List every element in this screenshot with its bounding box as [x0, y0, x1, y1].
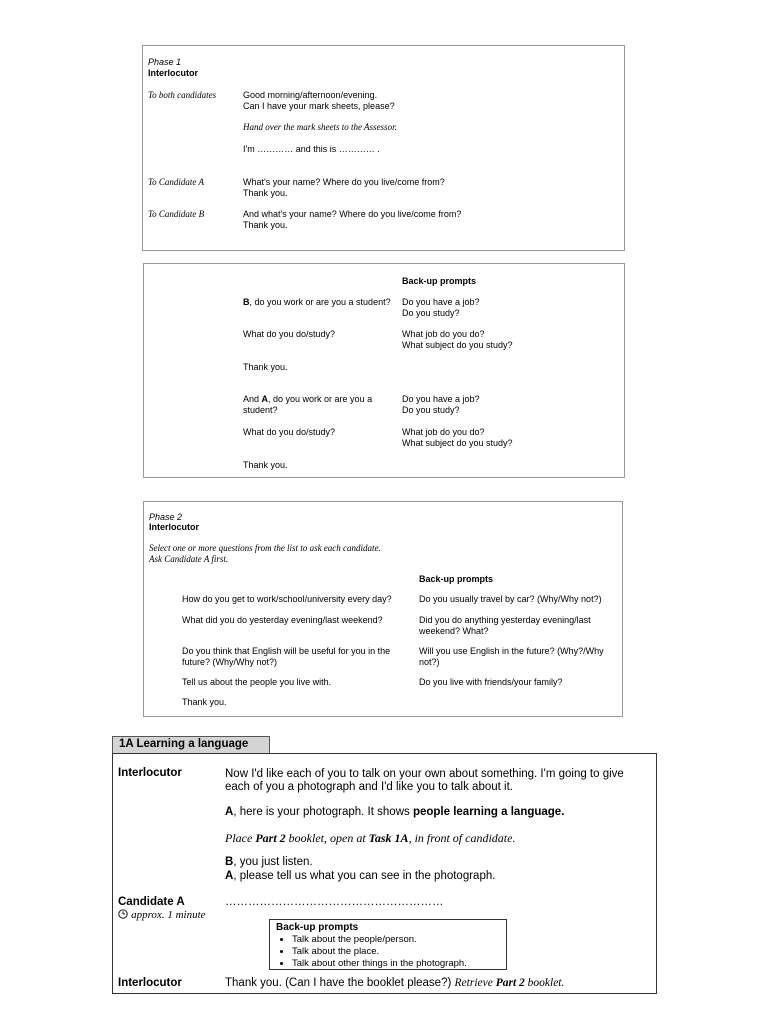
backup-list	[276, 934, 500, 970]
task-tab: 1A Learning a language	[112, 736, 270, 754]
closing-text: Thank you. (Can I have the booklet please?)	[225, 977, 455, 989]
listen-text: , you just listen.	[233, 856, 313, 868]
listen-text: , please tell us what you can see in the photograph.	[233, 870, 496, 882]
task1a-candidate-label: Candidate A	[118, 896, 185, 908]
box2-question: What do you do/study?	[243, 427, 336, 437]
box2-question	[243, 297, 391, 308]
approx-text: approx. 1 minute	[131, 909, 206, 921]
phase2-backup: Did you do anything yesterday evening/last weekend? What?	[419, 615, 591, 636]
phase2-thanks: Thank you.	[182, 697, 227, 707]
place-text: booklet, open at	[285, 831, 369, 845]
phase1-label-a: To Candidate A	[148, 177, 205, 187]
phase1-intro-line: I'm ………… and this is ………… .	[243, 144, 380, 154]
phase2-role: Interlocutor	[149, 522, 200, 532]
backup-line: Do you study?	[402, 405, 460, 415]
candidate-letter: A	[225, 806, 234, 818]
place-bold: Part 2	[255, 831, 286, 845]
box2-question	[243, 394, 391, 416]
phase2-backup: Do you usually travel by car? (Why/Why not?)	[419, 594, 602, 604]
phase1-label-b: To Candidate B	[148, 209, 205, 219]
phase2-question: How do you get to work/school/university every day?	[182, 594, 392, 604]
backup-line: What subject do you study?	[402, 438, 513, 448]
phase2-backup-heading: Back-up prompts	[419, 574, 494, 584]
backup-line: Do you have a job?	[402, 394, 480, 404]
task1a-closing-label: Interlocutor	[118, 977, 182, 989]
box2-thanks: Thank you.	[243, 362, 288, 372]
box2-thanks: Thank you.	[243, 460, 288, 470]
box2-backup-4	[402, 427, 513, 449]
candidate-letter: B	[225, 856, 234, 868]
backup-line: Do you have a job?	[402, 297, 480, 307]
box2-question: What do you do/study?	[243, 329, 336, 339]
backup-line: What job do you do?	[402, 329, 485, 339]
box2-backup-1	[402, 297, 480, 319]
phase2-instruction-1: Select one or more questions from the list to ask each candidate.	[149, 543, 381, 553]
closing-bold: Part 2	[495, 977, 525, 989]
phase2-question: What did you do yesterday evening/last weekend?	[182, 615, 383, 625]
photo-topic: people learning a language.	[412, 806, 565, 818]
task1a-approx	[118, 909, 206, 922]
closing-instruction: Retrieve	[454, 977, 496, 989]
phase2-question: Tell us about the people you live with.	[182, 677, 332, 687]
phase2-backup: Do you live with friends/your family?	[419, 677, 563, 687]
task1a-photo-line	[225, 806, 564, 819]
photo-text: , here is your photograph. It shows	[233, 806, 413, 818]
phase1-a-thanks: Thank you.	[243, 188, 288, 198]
task1a-place-instruction	[225, 831, 515, 845]
phase1-text-marksheets: Can I have your mark sheets, please?	[243, 101, 395, 111]
phase1-b-thanks: Thank you.	[243, 220, 288, 230]
candidate-letter: B	[243, 297, 250, 307]
closing-instruction: booklet.	[524, 977, 565, 989]
box2-backup-heading: Back-up prompts	[402, 276, 477, 286]
task1a-backup-box	[269, 919, 507, 970]
place-bold: Task 1A	[368, 831, 409, 845]
backup-line: What job do you do?	[402, 427, 485, 437]
phase1-heading: Phase 1	[148, 57, 182, 67]
question-text: , do you work or are you a student?	[249, 297, 391, 307]
box2-backup-3	[402, 394, 480, 416]
backup-line: Do you study?	[402, 308, 460, 318]
backup-item: • Talk about the people/person.	[292, 934, 500, 946]
task1a-interlocutor-label: Interlocutor	[118, 767, 182, 779]
phase1-b-question: And what's your name? Where do you live/come from?	[243, 209, 462, 219]
backup-item: • Talk about other things in the photograph.	[292, 958, 500, 970]
phase2-question: Do you think that English will be useful for you in the future? (Why/Why not?)	[182, 646, 391, 667]
place-text: Place	[225, 831, 256, 845]
task1a-closing	[225, 977, 564, 990]
phase2-backup: Will you use English in the future? (Why?/Why not?)	[419, 646, 604, 667]
phase1-label-both: To both candidates	[148, 90, 217, 100]
candidate-letter: A	[225, 870, 234, 882]
phase1-a-question: What's your name? Where do you live/come from?	[243, 177, 445, 187]
question-prefix: And	[243, 394, 262, 404]
phase1-instruction: Hand over the mark sheets to the Assessor.	[243, 122, 397, 132]
backup-title: Back-up prompts	[276, 922, 359, 933]
backup-line: What subject do you study?	[402, 340, 513, 350]
place-text: , in front of candidate.	[408, 831, 516, 845]
clock-icon	[118, 909, 128, 919]
phase1-role: Interlocutor	[148, 68, 199, 78]
box2-backup-2	[402, 329, 513, 351]
phase1-box	[142, 45, 625, 251]
phase1-text-greeting: Good morning/afternoon/evening.	[243, 90, 378, 100]
task1a-intro: Now I'd like each of you to talk on your own about something. I'm going to give each of you a photograph and I'd like you to talk about it.	[225, 768, 624, 793]
task1a-listen-a	[225, 870, 495, 883]
task1a-dots: …………………………………………………	[225, 896, 444, 908]
question-text: , do you work or are you a student?	[243, 394, 373, 415]
work-study-box	[143, 263, 625, 478]
backup-item: • Talk about the place.	[292, 946, 500, 958]
phase2-instruction-2: Ask Candidate A first.	[149, 554, 229, 564]
phase2-heading: Phase 2	[149, 512, 183, 522]
task1a-listen-b	[225, 856, 313, 869]
candidate-letter: A	[261, 394, 269, 404]
